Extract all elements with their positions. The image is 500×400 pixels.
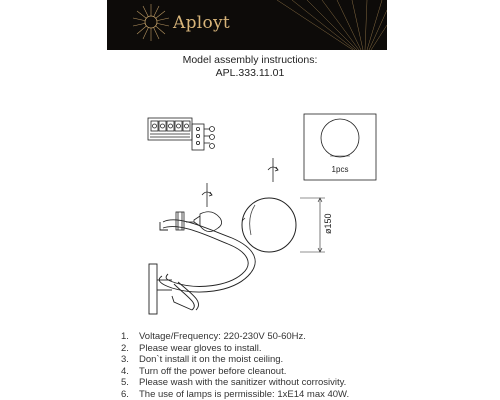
list-item: 3. Don`t install it on the moist ceiling. xyxy=(121,354,284,365)
list-item: 6. The use of lamps is permissible: 1xE14 max 40W. xyxy=(121,388,350,400)
diameter-label: ø150 xyxy=(323,213,333,234)
list-item: 1. Voltage/Frequency: 220-230V 50-60Hz. xyxy=(121,331,306,342)
wall-mount-icon xyxy=(149,264,172,314)
diameter-dimension xyxy=(300,198,325,252)
brand-logo-text: Aployt xyxy=(173,13,231,33)
list-item: 4. Turn off the power before cleanout. xyxy=(121,365,287,377)
curved-arm-icon xyxy=(159,220,255,310)
rotate-arrow-icon xyxy=(202,183,212,207)
title-heading: Model assembly instructions: xyxy=(182,54,318,66)
terminal-block-icon xyxy=(148,118,215,150)
list-item: 5. Please wash with the sanitizer without corrosivity. xyxy=(121,377,347,388)
instruction-list xyxy=(121,331,349,400)
shade-quantity-label: 1pcs xyxy=(331,165,349,174)
lightbulb-icon xyxy=(186,212,222,232)
globe-shade-icon xyxy=(242,198,296,252)
list-item: 2. Please wear gloves to install. xyxy=(121,342,262,354)
rotate-arrow-icon xyxy=(268,158,278,182)
model-number: APL.333.11.01 xyxy=(215,67,285,79)
